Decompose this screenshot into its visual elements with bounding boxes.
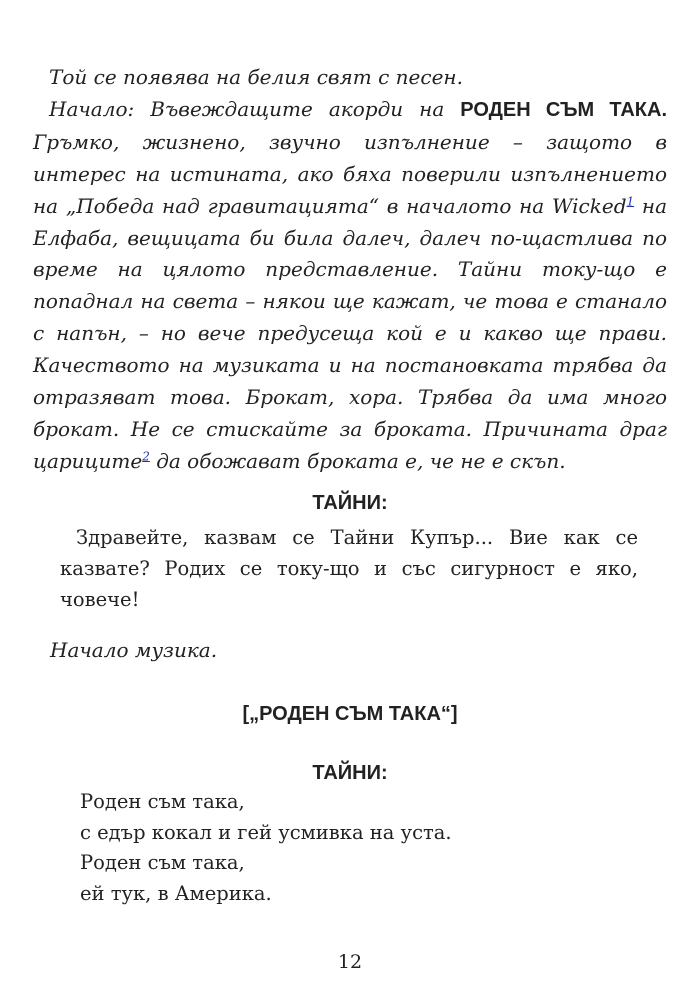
direction-line: отразяват това. Брокат, хора. Трябва да има много bbox=[33, 385, 667, 410]
lyric-line: Роден съм така, bbox=[80, 790, 245, 813]
direction-line: Качеството на музиката и на постановката трябва да bbox=[33, 353, 667, 378]
speech-line: казвате? Родих се току-що и със сигурност е яко, bbox=[60, 557, 638, 580]
lyric-line: ей тук, в Америка. bbox=[80, 881, 272, 905]
speaker-name: ТАЙНИ: bbox=[312, 492, 388, 514]
lyric-line: Роден съм така, bbox=[80, 851, 245, 874]
speech-line: Здравейте, казвам се Тайни Купър... Вие как се bbox=[76, 526, 638, 549]
direction-line: царицитe$^2$ да обожават броката е, че не е скъп. bbox=[33, 448, 566, 473]
direction-line: на „Победа над гравитацията“ в началото на Wicked$^1$ на bbox=[33, 193, 667, 218]
direction-line: Начало: Въвеждащите акорди на РОДЕН СЪМ ТАКА. bbox=[49, 96, 668, 121]
page-number: 12 bbox=[337, 951, 363, 973]
direction-line: време на цялото представление. Тайни току-що е bbox=[33, 257, 667, 282]
direction-line: Елфаба, вещицата би била далеч, далеч по-щастлива по bbox=[33, 225, 667, 250]
direction-line: попаднал на света – някои ще кажат, че това е станало bbox=[33, 289, 667, 314]
direction-line: Той се появява на белия свят с песен. bbox=[49, 65, 463, 89]
lyrics-block bbox=[80, 787, 452, 909]
direction-line: брокат. Не се стискайте за броката. Причината драг bbox=[33, 416, 667, 441]
song-heading: [„РОДЕН СЪМ ТАКА“] bbox=[242, 703, 458, 725]
direction-line: с напън, – но вече предусеща кой е и какво ще прави. bbox=[33, 321, 667, 346]
footnote-link-1[interactable]: 1 bbox=[626, 193, 635, 208]
stage-direction-paragraph bbox=[33, 62, 667, 478]
song-title-inline: РОДЕН СЪМ ТАКА. bbox=[460, 98, 668, 121]
footnote-link-2[interactable]: 2 bbox=[142, 449, 150, 464]
stage-direction: Начало музика. bbox=[50, 638, 218, 662]
speech-line: човече! bbox=[60, 588, 140, 611]
speech-paragraph bbox=[60, 522, 638, 615]
lyric-line: с едър кокал и гей усмивка на уста. bbox=[80, 820, 452, 844]
direction-line: интерес на истината, ако бяха поверили изпълнението bbox=[33, 161, 667, 186]
speaker-name: ТАЙНИ: bbox=[312, 762, 388, 784]
direction-line: Гръмко, жизнено, звучно изпълнение – защото в bbox=[33, 129, 667, 154]
